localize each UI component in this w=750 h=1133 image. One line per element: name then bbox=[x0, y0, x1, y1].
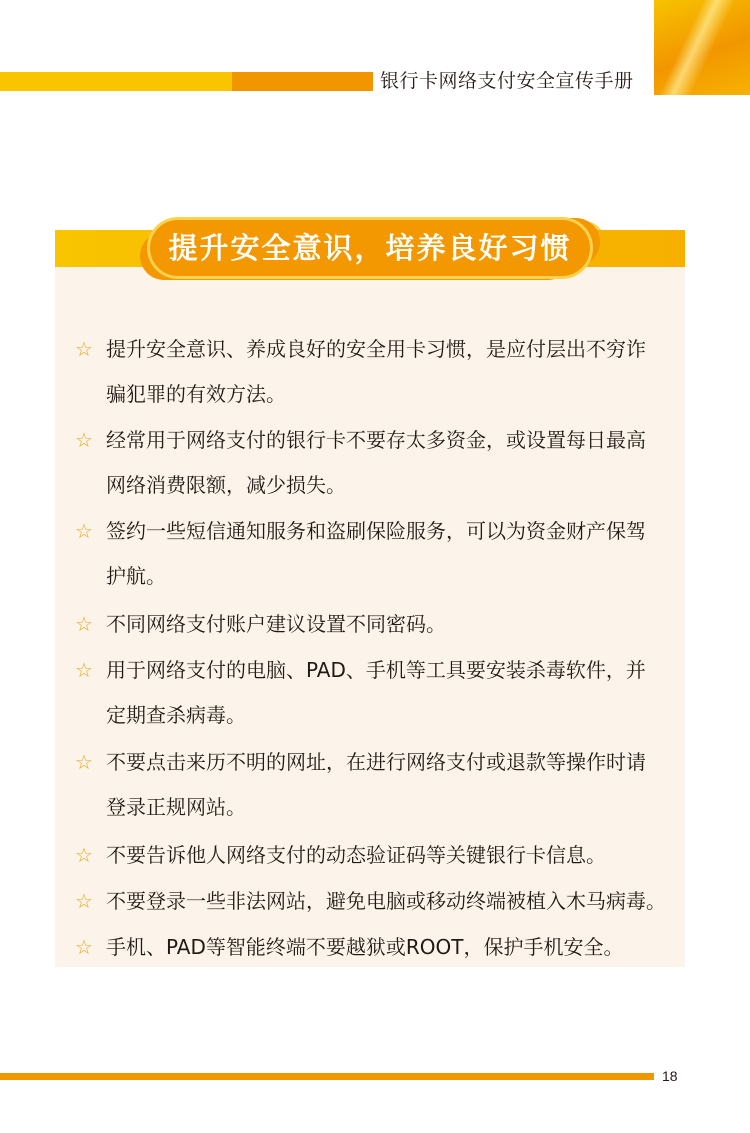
tip-text-line: 用于网络支付的电脑、PAD、手机等工具要安装杀毒软件，并 bbox=[106, 658, 646, 682]
tip-text-line: 手机、PAD等智能终端不要越狱或ROOT，保护手机安全。 bbox=[106, 935, 624, 959]
tip-text-line: 定期查杀病毒。 bbox=[106, 703, 246, 727]
tip-text-line: 经常用于网络支付的银行卡不要存太多资金，或设置每日最高 bbox=[106, 428, 646, 452]
tip-text-line: 不要点击来历不明的网址，在进行网络支付或退款等操作时请 bbox=[106, 750, 646, 774]
tip-text-line: 不同网络支付账户建议设置不同密码。 bbox=[106, 612, 446, 636]
section-title: 提升安全意识，培养良好习惯 bbox=[168, 231, 572, 265]
page-number: 18 bbox=[662, 1068, 678, 1084]
tip-text-line: 网络消费限额，减少损失。 bbox=[106, 473, 346, 497]
tip-text-line: 提升安全意识、养成良好的安全用卡习惯，是应付层出不穷诈 bbox=[106, 337, 646, 361]
header-bar-light bbox=[0, 72, 232, 91]
star-outline-icon: ☆ bbox=[75, 337, 93, 361]
star-outline-icon: ☆ bbox=[75, 428, 93, 452]
tip-text-line: 签约一些短信通知服务和盗刷保险服务，可以为资金财产保驾 bbox=[106, 519, 646, 543]
corner-decoration bbox=[654, 0, 750, 95]
star-outline-icon: ☆ bbox=[75, 612, 93, 636]
star-outline-icon: ☆ bbox=[75, 658, 93, 682]
tip-text-line: 护航。 bbox=[106, 564, 166, 588]
footer-bar bbox=[0, 1073, 654, 1080]
star-outline-icon: ☆ bbox=[75, 843, 93, 867]
star-outline-icon: ☆ bbox=[75, 889, 93, 913]
header-bar-dark bbox=[232, 72, 373, 91]
header-title: 银行卡网络支付安全宣传手册 bbox=[380, 70, 634, 92]
star-outline-icon: ☆ bbox=[75, 519, 93, 543]
tip-text-line: 不要登录一些非法网站，避免电脑或移动终端被植入木马病毒。 bbox=[106, 889, 666, 913]
tip-text-line: 骗犯罪的有效方法。 bbox=[106, 382, 286, 406]
tip-text-line: 登录正规网站。 bbox=[106, 795, 246, 819]
tip-text-line: 不要告诉他人网络支付的动态验证码等关键银行卡信息。 bbox=[106, 843, 606, 867]
star-outline-icon: ☆ bbox=[75, 935, 93, 959]
star-outline-icon: ☆ bbox=[75, 750, 93, 774]
